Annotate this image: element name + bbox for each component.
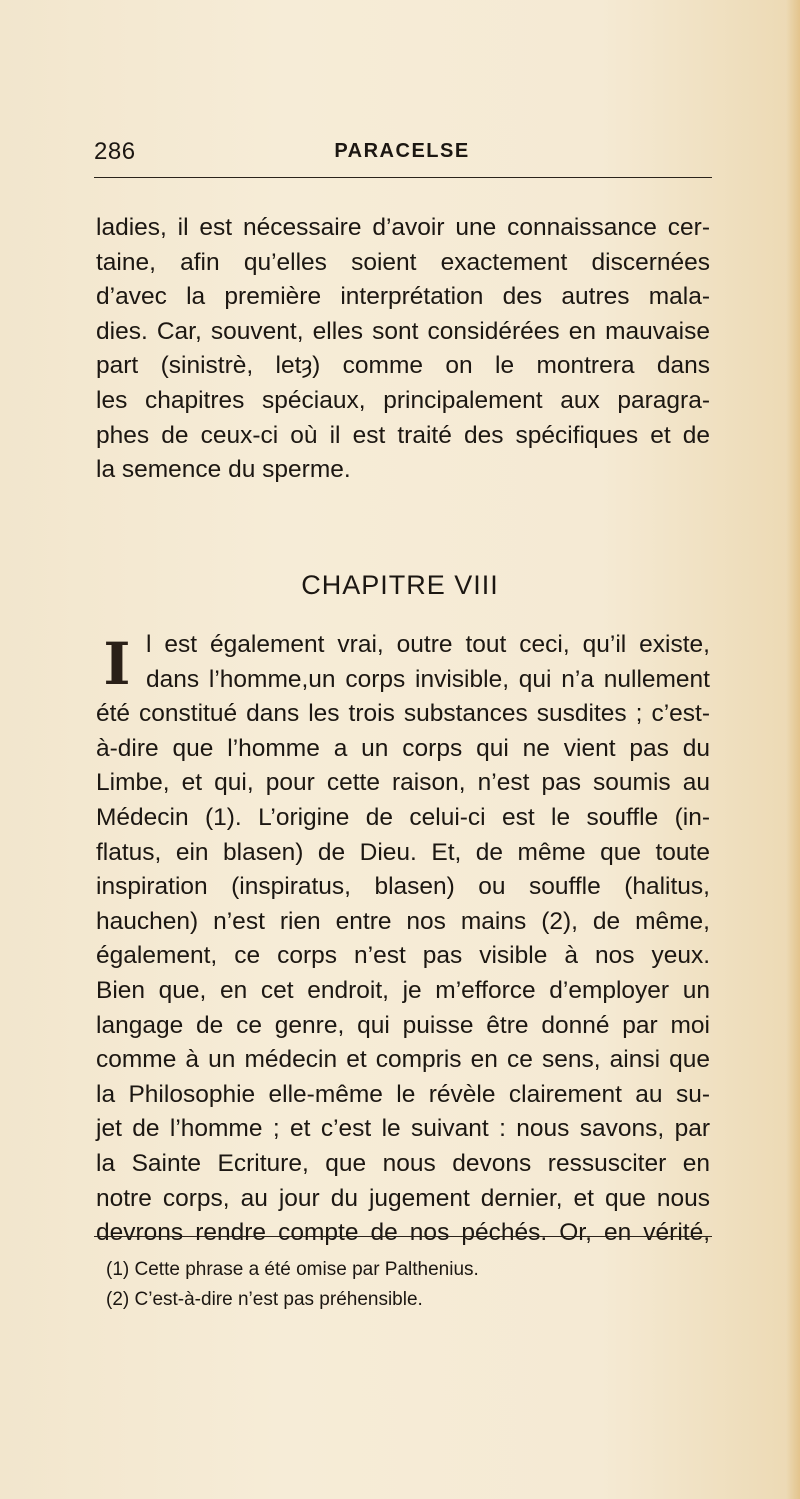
text-line: comme à un médecin et compris en ce sens, ainsi que [96, 1046, 710, 1074]
header-rule [94, 177, 712, 178]
text-line: à-dire que l’homme a un corps qui ne vient pas du [96, 734, 710, 762]
paragraph-2 [96, 628, 710, 1251]
text-line: été constitué dans les trois substances susdites ; c’est- [96, 700, 710, 728]
text-line: dies. Car, souvent, elles sont considérées en mauvaise [96, 317, 710, 345]
text-line: Limbe, et qui, pour cette raison, n’est pas soumis au [96, 769, 710, 797]
text-line: taine, afin qu’elles soient exactement discernées [96, 248, 710, 276]
footnote-1: (1) Cette phrase a été omise par Palthenius. [106, 1259, 479, 1280]
text-line: d’avec la première interprétation des autres mala- [96, 283, 710, 311]
footnote-rule [94, 1236, 712, 1237]
text-line: la Philosophie elle-même le révèle clairement au su- [96, 1080, 710, 1108]
text-line: également, ce corps n’est pas visible à nos yeux. [96, 942, 710, 970]
text-line: langage de ce genre, qui puisse être donné par moi [96, 1011, 710, 1039]
page-number: 286 [94, 138, 136, 165]
text-line: inspiration (inspiratus, blasen) ou souffle (halitus, [96, 873, 710, 901]
paragraph-1 [96, 211, 710, 488]
text-line: les chapitres spéciaux, principalement aux paragra- [96, 386, 710, 414]
text-line: Médecin (1). L’origine de celui-ci est le souffle (in- [96, 803, 710, 831]
text-line: jet de l’homme ; et c’est le suivant : nous savons, par [96, 1115, 710, 1143]
running-title: PARACELSE [334, 140, 470, 162]
text-line: flatus, ein blasen) de Dieu. Et, de même que toute [96, 838, 710, 866]
text-line: devrons rendre compte de nos péchés. Or, en vérité, [96, 1219, 710, 1247]
text-line: notre corps, au jour du jugement dernier, et que nous [96, 1184, 710, 1212]
footnote-2: (2) C’est-à-dire n’est pas préhensible. [106, 1289, 423, 1310]
text-line: part (sinistrè, letȝ) comme on le montrera dans [96, 352, 710, 380]
text-line: la Sainte Ecriture, que nous devons ressusciter en [96, 1149, 710, 1177]
text-line: Bien que, en cet endroit, je m’efforce d’employer un [96, 976, 710, 1004]
text-line: dans l’homme,un corps invisible, qui n’a nullement [146, 665, 710, 693]
page-header [94, 138, 710, 172]
footnotes [106, 1255, 706, 1315]
text-line: ladies, il est nécessaire d’avoir une connaissance cer- [96, 214, 710, 241]
text-line: l est également vrai, outre tout ceci, qu’il existe, [146, 631, 710, 658]
chapter-heading: CHAPITRE VIII [301, 570, 499, 600]
text-line: la semence du sperme. [96, 456, 351, 484]
ornamental-dropcap: I [103, 630, 131, 698]
page-edge [786, 0, 800, 1499]
text-line: phes de ceux-ci où il est traité des spécifiques et de [96, 421, 710, 449]
text-line: hauchen) n’est rien entre nos mains (2), de même, [96, 907, 710, 935]
